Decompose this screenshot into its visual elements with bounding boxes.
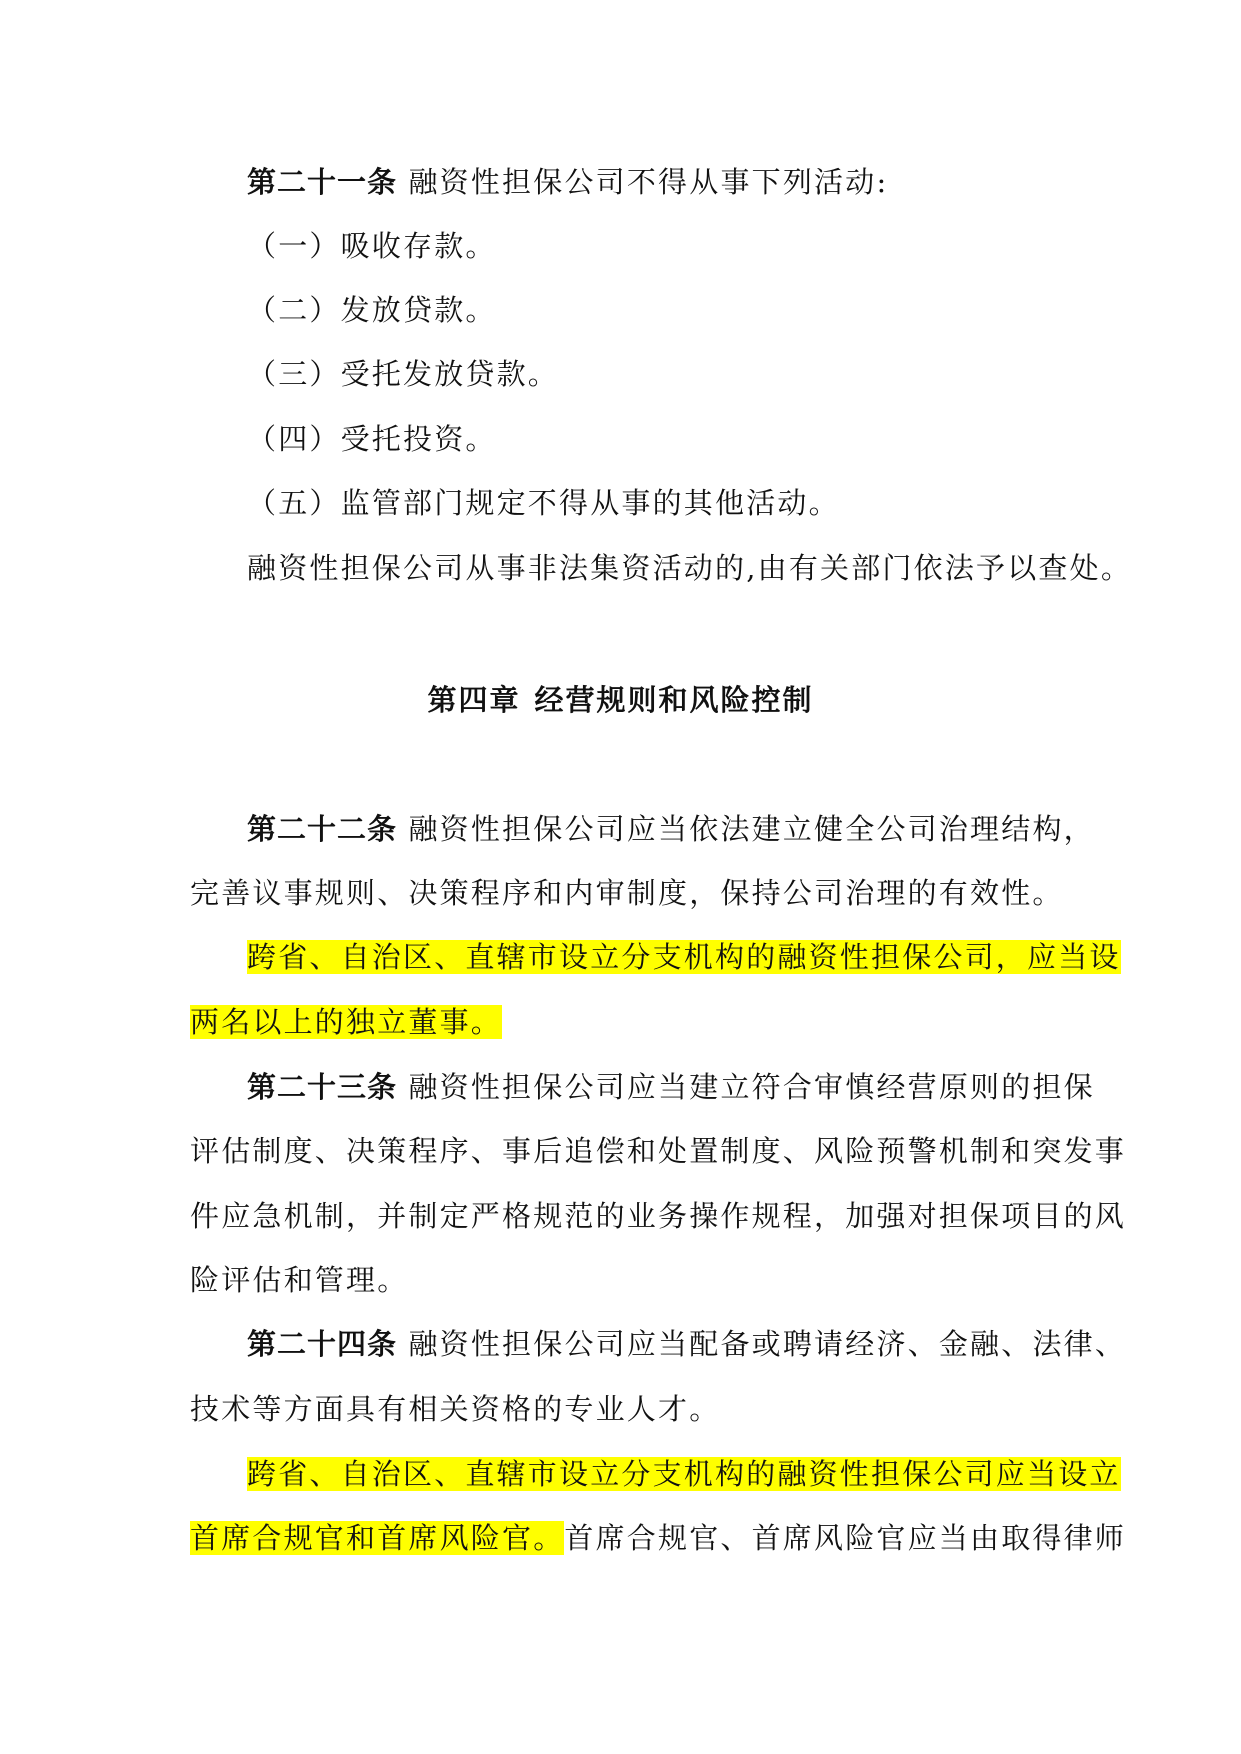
highlighted-text: 跨省、自治区、直辖市设立分支机构的融资性担保公司，应当设	[247, 940, 1121, 974]
article-21-label: 第二十一条	[247, 165, 398, 199]
article-23-line-1	[247, 1067, 1095, 1107]
article-21-item-4: （四）受托投资。	[247, 422, 497, 456]
article-24-label: 第二十四条	[247, 1327, 398, 1361]
article-23-line-4: 险评估和管理。	[190, 1263, 409, 1297]
article-21-item-1: （一）吸收存款。	[247, 229, 497, 263]
chapter-heading	[0, 680, 1241, 720]
article-21-text: 融资性担保公司不得从事下列活动:	[408, 165, 889, 199]
article-24-line-1	[247, 1324, 1127, 1364]
highlighted-text: 两名以上的独立董事。	[190, 1005, 503, 1039]
chapter-title: 经营规则和风险控制	[534, 683, 814, 717]
article-21-item-2: （二）发放贷款。	[247, 293, 497, 327]
article-22-line-2: 完善议事规则、决策程序和内审制度，保持公司治理的有效性。	[190, 876, 1064, 910]
article-23-line-2: 评估制度、决策程序、事后追偿和处置制度、风险预警机制和突发事	[190, 1134, 1127, 1168]
article-23-line-3: 件应急机制，并制定严格规范的业务操作规程，加强对担保项目的风	[190, 1199, 1127, 1233]
article-22-text-1: 融资性担保公司应当依法建立健全公司治理结构，	[408, 812, 1095, 846]
article-24-trailing-text: 首席合规官、首席风险官应当由取得律师	[564, 1521, 1127, 1555]
article-23-text-1: 融资性担保公司应当建立符合审慎经营原则的担保	[408, 1070, 1095, 1104]
highlighted-text: 跨省、自治区、直辖市设立分支机构的融资性担保公司应当设立	[247, 1457, 1121, 1491]
article-21-item-3: （三）受托发放贷款。	[247, 357, 560, 391]
article-22-label: 第二十二条	[247, 812, 398, 846]
highlighted-text: 首席合规官和首席风险官。	[190, 1521, 565, 1555]
article-21-heading-line	[247, 162, 1077, 202]
article-21-closing: 融资性担保公司从事非法集资活动的,由有关部门依法予以查处。	[247, 551, 1133, 585]
article-22-highlight-line-1	[247, 937, 1121, 977]
chapter-number: 第四章	[427, 683, 521, 717]
article-24-text-1: 融资性担保公司应当配备或聘请经济、金融、法律、	[408, 1327, 1127, 1361]
article-22-highlight-line-2	[190, 1002, 1070, 1042]
article-22-line-1	[247, 809, 1095, 849]
article-23-label: 第二十三条	[247, 1070, 398, 1104]
article-21-item-5: （五）监管部门规定不得从事的其他活动。	[247, 486, 840, 520]
article-24-highlight-line-2	[190, 1518, 1127, 1558]
article-24-line-2: 技术等方面具有相关资格的专业人才。	[190, 1392, 721, 1426]
article-24-highlight-line-1	[247, 1454, 1121, 1494]
